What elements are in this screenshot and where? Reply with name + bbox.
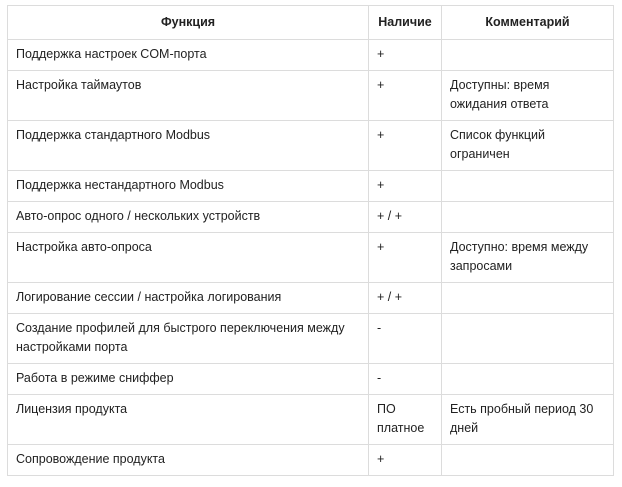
table-row <box>8 71 614 121</box>
cell-availability: + <box>369 121 442 171</box>
features-table <box>7 5 614 476</box>
header-comment: Комментарий <box>442 6 614 40</box>
cell-function: Поддержка нестандартного Modbus <box>8 171 369 202</box>
header-function: Функция <box>8 6 369 40</box>
cell-function: Поддержка настроек COM-порта <box>8 40 369 71</box>
cell-comment <box>442 202 614 233</box>
cell-availability: + <box>369 71 442 121</box>
cell-comment <box>442 283 614 314</box>
cell-function: Логирование сессии / настройка логирования <box>8 283 369 314</box>
cell-function: Сопровождение продукта <box>8 445 369 476</box>
header-availability: Наличие <box>369 6 442 40</box>
cell-function: Лицензия продукта <box>8 395 369 445</box>
cell-comment: Доступно: время между запросами <box>442 233 614 283</box>
cell-availability: + <box>369 171 442 202</box>
cell-function: Настройка авто-опроса <box>8 233 369 283</box>
cell-availability: + / + <box>369 283 442 314</box>
cell-availability: + <box>369 233 442 283</box>
cell-function: Создание профилей для быстрого переключения между настройками порта <box>8 314 369 364</box>
cell-comment: Есть пробный период 30 дней <box>442 395 614 445</box>
cell-comment: Список функций ограничен <box>442 121 614 171</box>
table-row <box>8 233 614 283</box>
table-row <box>8 202 614 233</box>
table-row <box>8 121 614 171</box>
cell-availability: + / + <box>369 202 442 233</box>
cell-comment <box>442 171 614 202</box>
cell-function: Поддержка стандартного Modbus <box>8 121 369 171</box>
cell-availability: - <box>369 364 442 395</box>
cell-availability: - <box>369 314 442 364</box>
cell-comment <box>442 445 614 476</box>
table-row <box>8 364 614 395</box>
cell-comment <box>442 314 614 364</box>
cell-comment: Доступны: время ожидания ответа <box>442 71 614 121</box>
table-row <box>8 171 614 202</box>
table-row <box>8 445 614 476</box>
table-row <box>8 40 614 71</box>
cell-function: Авто-опрос одного / нескольких устройств <box>8 202 369 233</box>
table-row <box>8 395 614 445</box>
cell-function: Настройка таймаутов <box>8 71 369 121</box>
cell-comment <box>442 40 614 71</box>
table-header-row <box>8 6 614 40</box>
cell-availability: + <box>369 40 442 71</box>
cell-availability: + <box>369 445 442 476</box>
cell-function: Работа в режиме сниффер <box>8 364 369 395</box>
table-row <box>8 283 614 314</box>
table-row <box>8 314 614 364</box>
cell-comment <box>442 364 614 395</box>
cell-availability: ПО платное <box>369 395 442 445</box>
